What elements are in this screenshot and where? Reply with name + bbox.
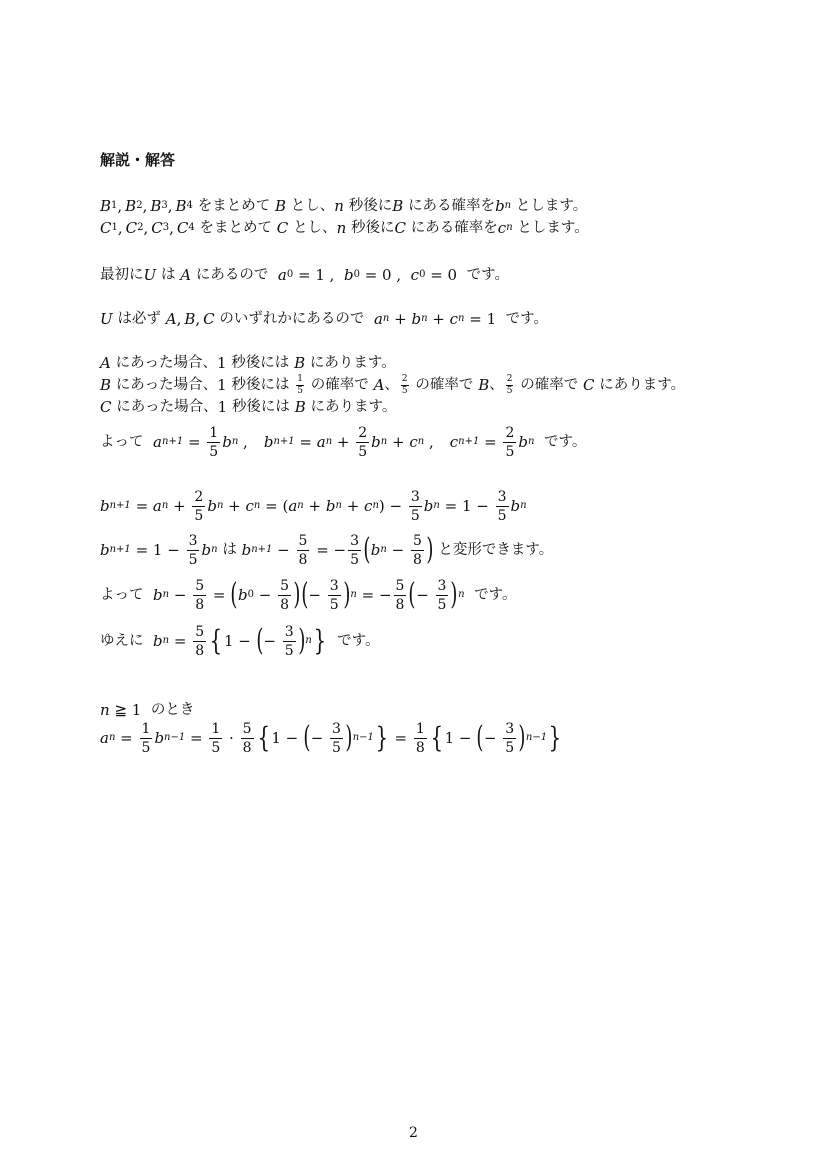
definition-c: C 1 , C 2 , C 3 , C 4 をまとめて C とし、 n 秒後に C にある確率を c n とします。 (100, 218, 589, 237)
sum-condition: U は必ず A , B , C のいずれかにあるので a n + b n + c n = 1 です。 (100, 309, 549, 328)
b-recurrence: b n+1 = a n + $\frac{2}{5}$ b n + c n = ( a n + b n + c n ) − $\frac{3}{5}$ b n = 1 − $\frac{3}{5}$ b n (100, 488, 527, 524)
initial-condition: 最初に U は A にあるので a 0 = 1 , b 0 = 0 , c 0 = 0 です。 (100, 265, 509, 284)
a-general: a n = $\frac{1}{5}$ b n−1 = $\frac{1}{5}$ · $\frac{5}{8}$ { 1 − ( − $\frac{3}{5}$ ) n−1 } = $\frac{1}{8}$ { 1 − ( − $\frac{3}{5}$ ) n−1 } (100, 720, 562, 756)
transition-a: A にあった場合、 1 秒後には B にあります。 (100, 353, 396, 372)
b-general: ゆえに b n = $\frac{5}{8}$ { 1 − ( − $\frac{3}{5}$ ) n } です。 (100, 623, 380, 659)
page-number: 2 (409, 1125, 418, 1141)
b-transform: b n+1 = 1 − $\frac{3}{5}$ b n は b n+1 − $\frac{5}{8}$ = − $\frac{3}{5}$ ( b n − $\frac{5}{8}$ ) と変形できます。 (100, 532, 554, 568)
condition-n: n ≧ 1 のとき (100, 700, 195, 719)
transition-c: C にあった場合、 1 秒後には B にあります。 (100, 397, 397, 416)
definition-b: B 1 , B 2 , B 3 , B 4 をまとめて B とし、 n 秒後に B にある確率を b n とします。 (100, 196, 588, 215)
recurrence-equations: よって a n+1 = $\frac{1}{5}$ b n , b n+1 = a n + $\frac{2}{5}$ b n + c n , c n+1 = $\frac{2}{5}$ b n です。 (100, 424, 587, 460)
transition-b: B にあった場合、 1 秒後には $\frac{1}{5}$ の確率で A 、 $\frac{2}{5}$ の確率で B 、 $\frac{2}{5}$ の確率で C にあります。 (100, 373, 686, 396)
b-general-shifted: よって b n − $\frac{5}{8}$ = ( b 0 − $\frac{5}{8}$ ) ( − $\frac{3}{5}$ ) n = − $\frac{5}{8}$ ( − $\frac{3}{5}$ ) n です。 (100, 577, 517, 613)
section-heading: 解説・解答 (100, 151, 176, 169)
